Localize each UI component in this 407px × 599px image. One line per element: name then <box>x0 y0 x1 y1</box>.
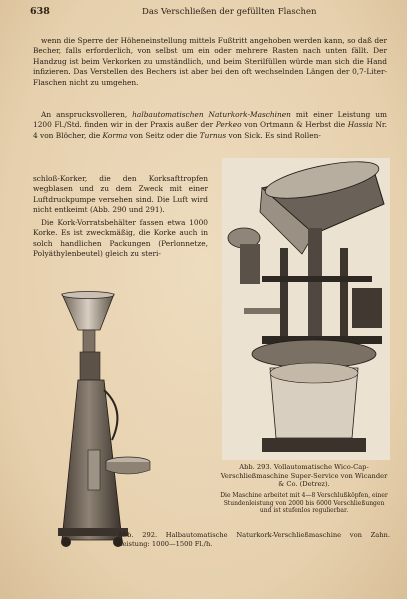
running-title: Das Verschließen der gefüllten Flaschen <box>142 7 317 17</box>
figure-293-note: Die Maschine arbeitet mit 4—8 Verschlußköpfen, einer Stundenleistung von 2000 bis 6000 Verschließungen und ist stufenlos regulierbar. <box>220 491 388 515</box>
figure-292-caption: Abb. 292. Halbautomatische Naturkork-Verschließmaschine von Zahn. Leistung: 1000—1500 Fl./h. <box>118 531 390 548</box>
figure-292-image <box>48 290 168 550</box>
cork-machine-illustration <box>48 290 168 550</box>
paragraph-2-continued: schloß-Korker, die den Korksafttropfen wegblasen und zu dem Zweck mit einer Luftdruckpumpe versehen sind. Die Luft wird nicht entkeimt (Abb. 290 und 291). <box>33 174 208 215</box>
paragraph-1: wenn die Sperre der Höheneinstellung mittels Fußtritt angehoben werden kann, so daß der Becher, falls erforderlich, von selbst um ein oder mehrere Rasten nach unten fällt. Der Handzug ist beim Verkorken zu umständlich, und beim Sterilfüllen würde man sich die Hand infizieren. Das Verstellen des Bechers ist aber bei den oft wechselnden Längen der 0,7-Liter-Flaschen nicht zu umgehen. <box>33 36 387 87</box>
capping-machine-photo <box>222 158 390 460</box>
figure-293-caption: Abb. 293. Vollautomatische Wico-Cap-Verschließmaschine Super-Service von Wicander & Co. (Detrez). Die Maschine arbeitet mit 4—8 Verschlußköpfen, einer Stundenleistung von 2000 bis 6000 Verschließungen und ist stufenlos regulierbar. <box>218 463 390 515</box>
paragraph-2: An ansprucksvolleren, halbautomatischen Naturkork-Maschinen mit einer Leistung um 1200 Fl./Std. finden wir in der Praxis außer der Perkeo von Ortmann & Herbst die Hassia Nr. 4 von Blöcher, die Korma von Seitz oder die Turnus von Sick. Es sind Rollen- <box>33 110 387 140</box>
paragraph-3: Die Kork-Vorratsbehälter fassen etwa 1000 Korke. Es ist zweckmäßig, die Korke auch in solch handlichen Packungen (Perlonnetze, Polyäthylenbeutel) gleich zu steri- <box>33 218 208 259</box>
page-header <box>30 5 385 19</box>
figure-293-image <box>222 158 390 460</box>
page-number: 638 <box>30 6 50 17</box>
